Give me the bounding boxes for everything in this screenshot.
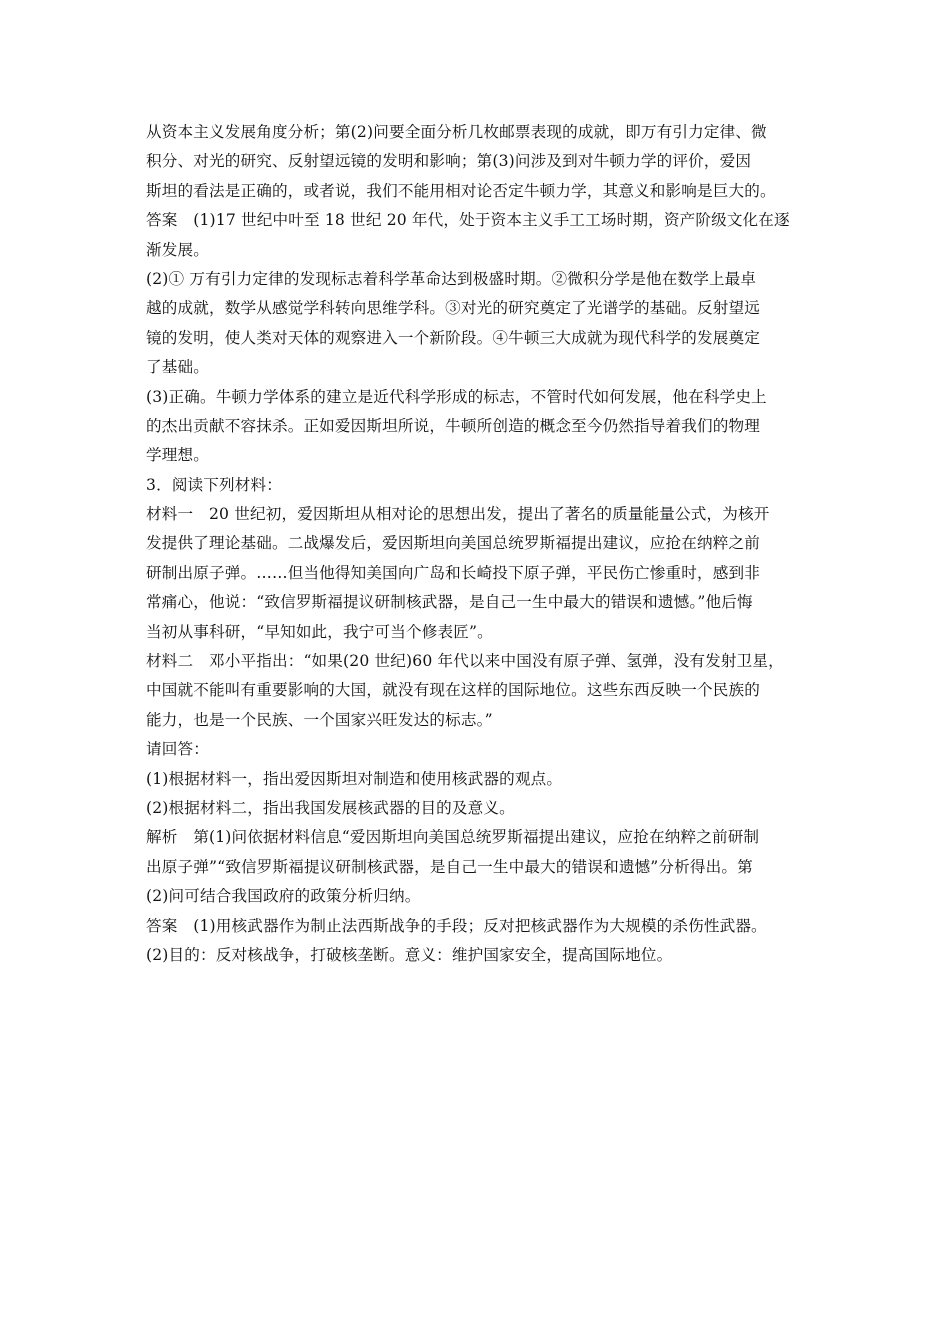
material-line: 材料二 邓小平指出：“如果(20 世纪)60 年代以来中国没有原子弹、氢弹，没有发射卫星， [146, 652, 784, 671]
subquestion-line: (1)根据材料一，指出爱因斯坦对制造和使用核武器的观点。 [146, 769, 563, 788]
text-line: 了基础。 [146, 358, 209, 377]
document-body [146, 118, 816, 970]
text-line: (2)① 万有引力定律的发现标志着科学革命达到极盛时期。②微积分学是他在数学上最卓 [146, 269, 757, 288]
answer-line: 答案 (1)17 世纪中叶至 18 世纪 20 年代，处于资本主义手工工场时期，资产阶级文化在逐 [146, 211, 790, 230]
answer-line: 答案 (1)用核武器作为制止法西斯战争的手段；反对把核武器作为大规模的杀伤性武器。 [146, 916, 767, 935]
text-line: 从资本主义发展角度分析；第(2)问要全面分析几枚邮票表现的成就，即万有引力定律、微 [146, 123, 767, 141]
prompt-line: 请回答： [146, 740, 209, 759]
text-line: 中国就不能叫有重要影响的大国，就没有现在这样的国际地位。这些东西反映一个民族的 [146, 681, 761, 700]
analysis-line: 解析 第(1)问依据材料信息“爱因斯坦向美国总统罗斯福提出建议，应抢在纳粹之前研制 [146, 828, 760, 847]
text-line: 的杰出贡献不容抹杀。正如爱因斯坦所说，牛顿所创造的概念至今仍然指导着我们的物理 [146, 416, 761, 435]
material-line: 材料一 20 世纪初，爱因斯坦从相对论的思想出发，提出了著名的质量能量公式，为核开 [146, 505, 770, 524]
text-line: 斯坦的看法是正确的，或者说，我们不能用相对论否定牛顿力学，其意义和影响是巨大的。 [146, 181, 776, 200]
text-line: 越的成就，数学从感觉学科转向思维学科。③对光的研究奠定了光谱学的基础。反射望远 [146, 299, 761, 318]
text-line: 常痛心，他说：“致信罗斯福提议研制核武器，是自己一生中最大的错误和遗憾。”他后悔 [146, 593, 753, 612]
text-line: 渐发展。 [146, 240, 209, 259]
text-line: (3)正确。牛顿力学体系的建立是近代科学形成的标志，不管时代如何发展，他在科学史上 [146, 387, 767, 406]
text-line: 镜的发明，使人类对天体的观察进入一个新阶段。④牛顿三大成就为现代科学的发展奠定 [146, 328, 761, 347]
text-line: 研制出原子弹。……但当他得知美国向广岛和长崎投下原子弹，平民伤亡惨重时，感到非 [146, 563, 761, 582]
subquestion-line: (2)根据材料二，指出我国发展核武器的目的及意义。 [146, 798, 515, 817]
question-heading: 3．阅读下列材料： [146, 475, 283, 494]
text-line: 能力，也是一个民族、一个国家兴旺发达的标志。” [146, 710, 493, 729]
text-line: 当初从事科研，“早知如此，我宁可当个修表匠”。 [146, 622, 493, 641]
text-line: 学理想。 [146, 446, 209, 465]
text-line: 发提供了理论基础。二战爆发后，爱因斯坦向美国总统罗斯福提出建议，应抢在纳粹之前 [146, 534, 761, 553]
text-line: (2)目的：反对核战争，打破核垄断。意义：维护国家安全，提高国际地位。 [146, 945, 673, 964]
text-line: 积分、对光的研究、反射望远镜的发明和影响；第(3)问涉及到对牛顿力学的评价，爱因 [146, 152, 752, 171]
text-line: 出原子弹”“致信罗斯福提议研制核武器，是自己一生中最大的错误和遗憾”分析得出。第 [146, 857, 753, 876]
text-line: (2)问可结合我国政府的政策分析归纳。 [146, 887, 421, 906]
